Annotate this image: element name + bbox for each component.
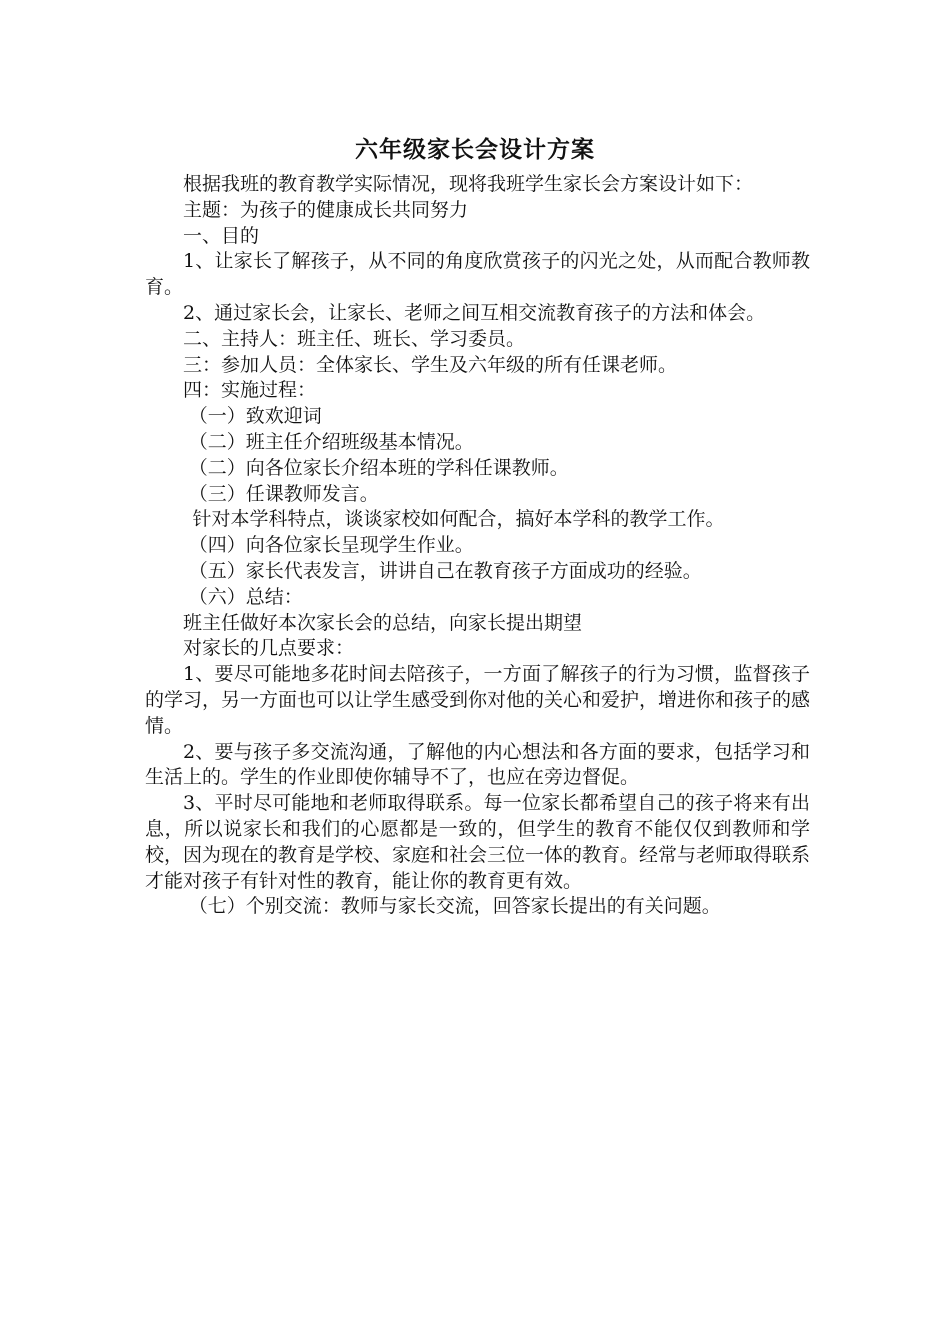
heading-process: 四：实施过程： — [183, 379, 317, 402]
requirement-1: 1、要尽可能地多花时间去陪孩子，一方面了解孩子的行为习惯，监督孩子的学习，另一方面也可以让学生感受到你对他的关心和爱护，增进你和孩子的感情。 — [145, 663, 811, 737]
requirement-3: 3、平时尽可能地和老师取得联系。每一位家长都希望自己的孩子将来有出息，所以说家长和我们的心愿都是一致的，但学生的教育不能仅仅到教师和学校，因为现在的教育是学校、家庭和社会三位一体的教育。经常与老师取得联系才能对孩子有针对性的教育，能让你的教育更有效。 — [145, 792, 811, 892]
process-step-6-detail: 班主任做好本次家长会的总结，向家长提出期望 — [183, 611, 583, 634]
process-step-1: （一）致欢迎词 — [188, 405, 322, 428]
paragraph-theme: 主题：为孩子的健康成长共同努力 — [183, 198, 469, 221]
heading-requirements: 对家长的几点要求： — [183, 637, 355, 660]
paragraph-purpose-2: 2、通过家长会，让家长、老师之间互相交流教育孩子的方法和体会。 — [183, 301, 766, 324]
document-title: 六年级家长会设计方案 — [355, 136, 595, 163]
document-body — [145, 172, 810, 920]
heading-purpose: 一、目的 — [183, 224, 260, 247]
paragraph-host: 二、主持人：班主任、班长、学习委员。 — [183, 327, 526, 350]
process-step-4: （四）向各位家长呈现学生作业。 — [188, 534, 474, 557]
process-step-6: （六）总结： — [188, 585, 303, 608]
process-step-7: （七）个别交流：教师与家长交流，回答家长提出的有关问题。 — [188, 895, 721, 918]
process-step-5: （五）家长代表发言，讲讲自己在教育孩子方面成功的经验。 — [188, 559, 702, 582]
process-step-2b: （二）向各位家长介绍本班的学科任课教师。 — [188, 456, 569, 479]
paragraph-intro: 根据我班的教育教学实际情况，现将我班学生家长会方案设计如下： — [183, 173, 754, 195]
requirement-2: 2、要与孩子多交流沟通，了解他的内心想法和各方面的要求，包括学习和生活上的。学生的作业即使你辅导不了，也应在旁边督促。 — [145, 740, 810, 789]
process-step-3-detail: 针对本学科特点，谈谈家校如何配合，搞好本学科的教学工作。 — [192, 508, 725, 531]
process-step-2: （二）班主任介绍班级基本情况。 — [188, 430, 474, 453]
paragraph-participants: 三：参加人员：全体家长、学生及六年级的所有任课老师。 — [183, 353, 678, 376]
process-step-3: （三）任课教师发言。 — [188, 482, 379, 505]
paragraph-purpose-1: 1、让家长了解孩子，从不同的角度欣赏孩子的闪光之处，从而配合教师教育。 — [145, 250, 810, 299]
